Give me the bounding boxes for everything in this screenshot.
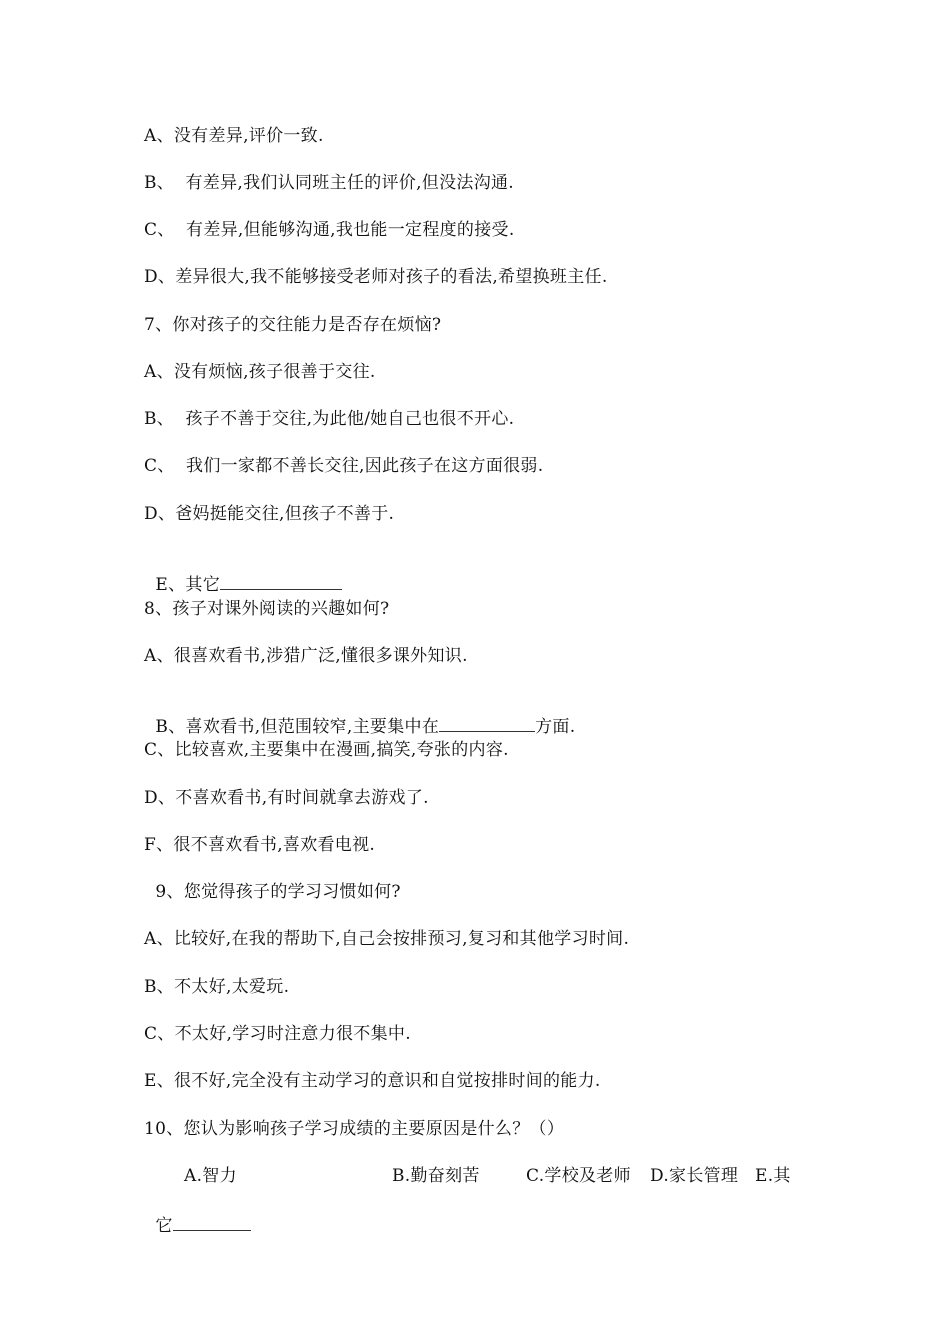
- q8-question: 8、孩子对课外阅读的兴趣如何?: [144, 599, 390, 619]
- q8-option-b-suffix: 方面.: [535, 717, 576, 737]
- q9-option-c: C、不太好,学习时注意力很不集中.: [144, 1024, 411, 1044]
- q9-option-b: B、不太好,太爱玩.: [144, 977, 290, 997]
- fill-in-blank: [220, 573, 342, 590]
- q8-option-b: [144, 691, 575, 739]
- q7-option-c: C、 我们一家都不善长交往,因此孩子在这方面很弱.: [144, 456, 544, 476]
- q6-option-c: C、 有差异,但能够沟通,我也能一定程度的接受.: [144, 220, 515, 240]
- q8-option-a: A、很喜欢看书,涉猎广泛,懂很多课外知识.: [144, 646, 468, 666]
- q10-option-e-cont-label: 它: [155, 1216, 173, 1236]
- q7-option-e: [144, 549, 342, 597]
- q7-option-a: A、没有烦恼,孩子很善于交往.: [144, 362, 376, 382]
- q7-option-e-label: E、其它: [155, 575, 221, 595]
- q6-option-a: A、没有差异,评价一致.: [144, 126, 324, 146]
- q10-option-e-continued: [144, 1190, 251, 1238]
- q8-option-b-label: B、喜欢看书,但范围较窄,主要集中在: [155, 717, 440, 737]
- q7-question: 7、你对孩子的交往能力是否存在烦恼?: [144, 315, 442, 335]
- q7-option-d: D、爸妈挺能交往,但孩子不善于.: [144, 504, 395, 524]
- q9-question: 9、您觉得孩子的学习习惯如何?: [144, 882, 401, 902]
- q10-option-b: B.勤奋刻苦: [392, 1166, 480, 1186]
- q10-question: 10、您认为影响孩子学习成绩的主要原因是什么？（）: [144, 1119, 565, 1139]
- q10-option-d: D.家长管理: [650, 1166, 739, 1186]
- q10-option-e: E.其: [755, 1166, 791, 1186]
- q8-option-d: D、不喜欢看书,有时间就拿去游戏了.: [144, 788, 429, 808]
- q9-option-a: A、比较好,在我的帮助下,自己会按排预习,复习和其他学习时间.: [144, 929, 630, 949]
- q10-option-a: A.智力: [184, 1166, 237, 1186]
- q6-option-d: D、差异很大,我不能够接受老师对孩子的看法,希望换班主任.: [144, 267, 608, 287]
- fill-in-blank: [173, 1214, 251, 1231]
- q10-option-c: C.学校及老师: [526, 1166, 631, 1186]
- q8-option-c: C、比较喜欢,主要集中在漫画,搞笑,夸张的内容.: [144, 740, 509, 760]
- fill-in-blank: [439, 715, 535, 732]
- q6-option-b: B、 有差异,我们认同班主任的评价,但没法沟通.: [144, 173, 515, 193]
- q9-option-e: E、很不好,完全没有主动学习的意识和自觉按排时间的能力.: [144, 1071, 601, 1091]
- q8-option-f: F、很不喜欢看书,喜欢看电视.: [144, 835, 376, 855]
- q7-option-b: B、 孩子不善于交往,为此他/她自己也很不开心.: [144, 409, 515, 429]
